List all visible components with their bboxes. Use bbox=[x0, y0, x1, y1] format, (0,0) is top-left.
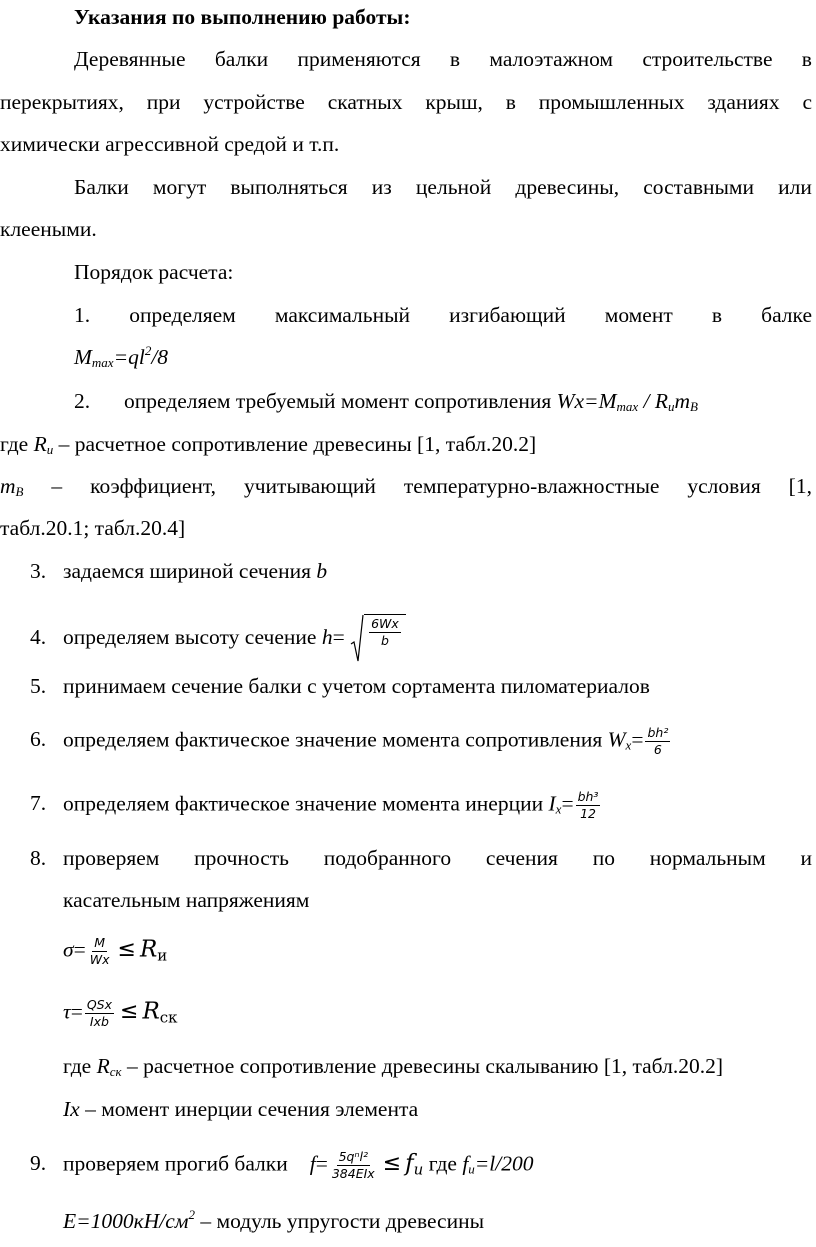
calculation-order-label: Порядок расчета: bbox=[74, 260, 234, 284]
step-8-line-2: касательным напряжениям bbox=[63, 888, 310, 912]
step-5: 5. принимаем сечение балки с учетом сортамента пиломатериалов bbox=[30, 674, 650, 698]
radical-sign-icon bbox=[350, 614, 364, 664]
step-2-formula: $Wx=M_{max} / R_um_B$ bbox=[556, 389, 698, 414]
mb-line-1: $m_B$ – коэффициент, учитывающий температурно-влажностные условия [1, bbox=[0, 474, 812, 499]
sigma-formula: σ= $\frac{M}{Wx}$ ≤ Rи bbox=[63, 935, 168, 967]
intro-paragraph-1-line-3: химически агрессивной средой и т.п. bbox=[0, 132, 340, 156]
bh2-over-6-fraction: $\frac{\text{bh²}}{6}$ bbox=[647, 725, 669, 757]
step-4: 4. определяем высоту сечение h= $\frac{6Wx}{b}$ bbox=[30, 614, 816, 664]
step-1-line-1: 1. определяем максимальный изгибающий момент в балке bbox=[74, 303, 812, 327]
intro-paragraph-1-line-2: перекрытиях, при устройстве скатных крыш, в промышленных зданиях с bbox=[0, 90, 812, 114]
step-8-line-1: 8. проверяем прочность подобранного сечения по нормальным и bbox=[30, 846, 812, 870]
page-heading: Указания по выполнению работы: bbox=[74, 5, 411, 29]
sqrt-formula: $\frac{6Wx}{b}$ bbox=[350, 614, 406, 664]
intro-paragraph-1-line-1: Деревянные балки применяются в малоэтажном строительстве в bbox=[74, 47, 812, 71]
step-9: 9. проверяем прогиб балки f= $\frac{\text{5qⁿl²}}{\text{384EIx}}$ ≤ fu где $f_u=l/200$ bbox=[30, 1149, 534, 1181]
ix-definition: Ix – момент инерции сечения элемента bbox=[63, 1097, 419, 1121]
modulus-line: $E=1000кН/см^2$ – модуль упругости древесины bbox=[63, 1207, 485, 1233]
step-6: 6. определяем фактическое значение момента сопротивления $W_x=$ $\frac{\text{bh²}}{6}$ bbox=[30, 725, 669, 757]
deflection-fraction: $\frac{\text{5qⁿl²}}{\text{384EIx}}$ bbox=[331, 1149, 375, 1181]
intro-paragraph-2-line-1: Балки могут выполняться из цельной древесины, составными или bbox=[74, 175, 812, 199]
where-rck-line: где $R_{ск}$ – расчетное сопротивление древесины скалыванию [1, табл.20.2] bbox=[63, 1054, 723, 1079]
intro-paragraph-2-line-2: клееными. bbox=[0, 217, 97, 241]
tau-formula: τ= $\frac{\text{QSx}}{\text{Ixb}}$ ≤ Rск bbox=[63, 997, 178, 1029]
bh3-over-12-fraction: $\frac{\text{bh³}}{12}$ bbox=[577, 789, 599, 821]
mb-line-2: табл.20.1; табл.20.4] bbox=[0, 516, 186, 540]
where-ru-line: где $R_u$ – расчетное сопротивление древесины [1, табл.20.2] bbox=[0, 432, 537, 457]
step-2: 2. определяем требуемый момент сопротивления $Wx=M_{max} / R_um_B$ bbox=[74, 389, 698, 414]
step-3: 3. задаемся шириной сечения b bbox=[30, 559, 328, 583]
step-1-formula: $M_{max}=ql^2/8$ bbox=[74, 343, 169, 370]
step-7: 7. определяем фактическое значение момента инерции $I_x=$ $\frac{\text{bh³}}{12}$ bbox=[30, 789, 599, 821]
